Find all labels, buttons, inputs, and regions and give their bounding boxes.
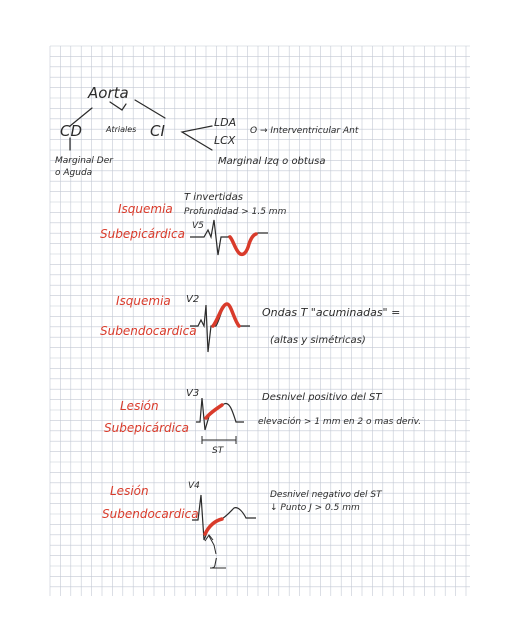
ci-label: CI <box>150 122 165 140</box>
aorta-label: Aorta <box>88 84 129 102</box>
section-note-line1: Desnivel positivo del ST <box>262 392 382 403</box>
lead-label: V5 <box>192 221 204 231</box>
lcx-note: Marginal Izq o obtusa <box>218 156 326 167</box>
lcx-label: LCX <box>214 134 236 147</box>
section-note-line2: (altas y simétricas) <box>270 335 366 346</box>
cd-note-line1: Marginal Der <box>55 156 113 166</box>
section-note-line1: Desnivel negativo del ST <box>270 490 382 500</box>
section-note-line2: Profundidad > 1.5 mm <box>184 207 287 217</box>
section-title-line2: Subendocardica <box>102 507 199 521</box>
st-segment-label: ST <box>212 446 224 456</box>
cd-label: CD <box>60 122 83 140</box>
section-note-line2: ↓ Punto J > 0.5 mm <box>270 503 360 513</box>
j-point-label: J <box>214 556 218 569</box>
section-note-line1: Ondas T "acuminadas" = <box>262 306 401 319</box>
cd-note-line2: o Aguda <box>55 168 93 178</box>
section-title-line2: Subepicárdica <box>100 227 185 241</box>
section-title-line1: Isquemia <box>118 202 173 216</box>
section-title-line2: Subendocardica <box>100 324 197 338</box>
atriales-label: Atriales <box>106 125 137 134</box>
section-title-line1: Lesión <box>120 399 159 413</box>
lead-label: V3 <box>186 388 200 399</box>
section-title-line1: Isquemia <box>116 294 171 308</box>
lead-label: V2 <box>186 294 200 305</box>
section-title-line1: Lesión <box>110 484 149 498</box>
section-note-line1: T invertidas <box>184 192 243 203</box>
lda-note: O → Interventricular Ant <box>250 126 359 136</box>
lead-label: V4 <box>188 481 200 491</box>
section-note-line2: elevación > 1 mm en 2 o mas deriv. <box>258 417 422 427</box>
lda-label: LDA <box>214 116 237 129</box>
section-title-line2: Subepicárdica <box>104 421 189 435</box>
